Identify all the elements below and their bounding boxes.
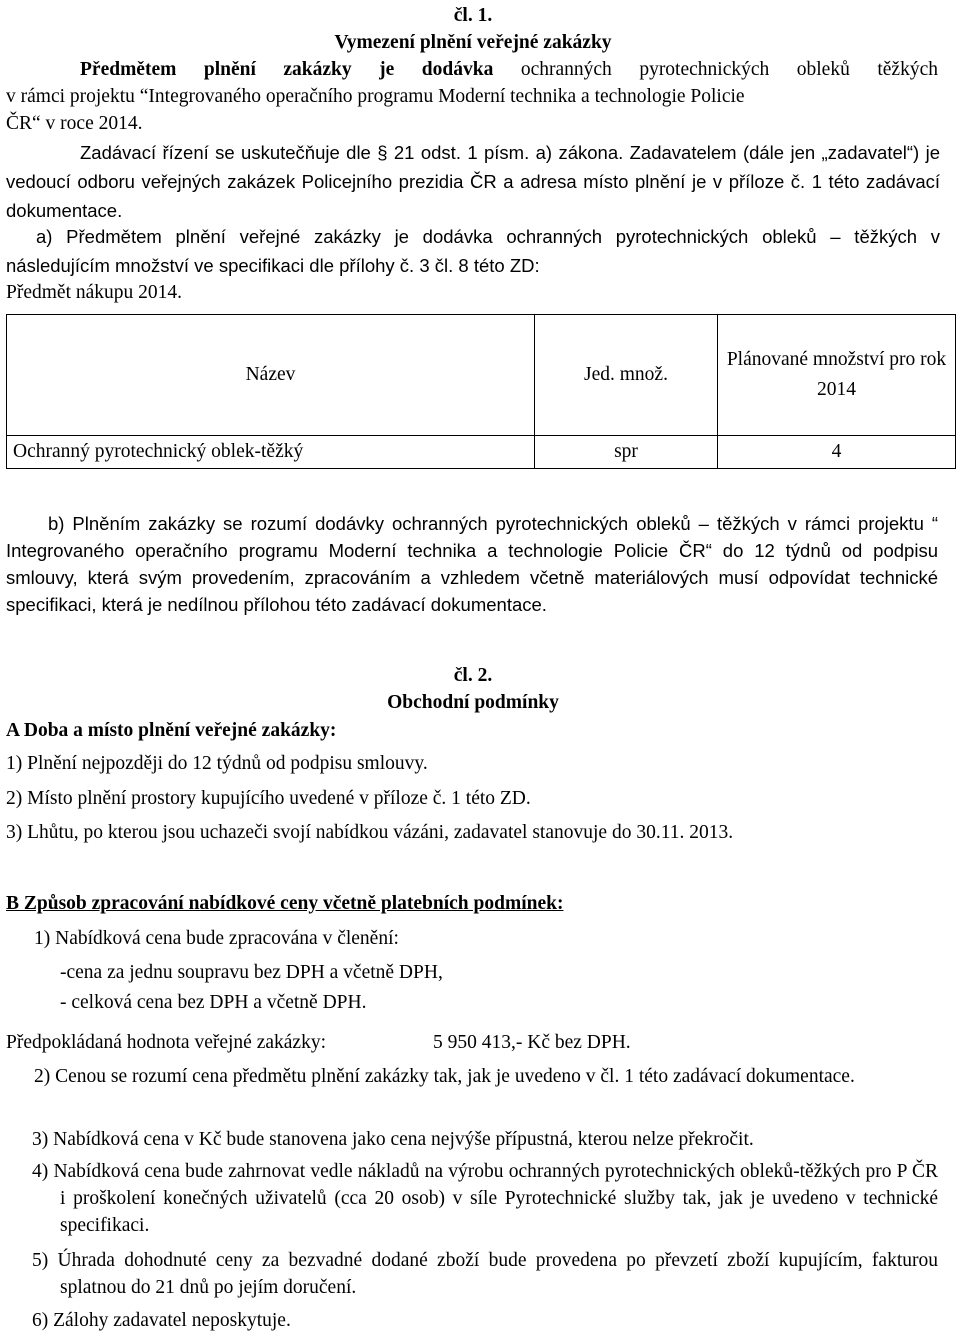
- section-b-heading: B Způsob zpracování nabídkové ceny včetně platebních podmínek:: [6, 893, 564, 914]
- article-2-title: Obchodní podmínky: [387, 692, 559, 713]
- estimated-value-label: Předpokládaná hodnota veřejné zakázky:: [6, 1032, 326, 1053]
- section-b-item-2: 2) Cenou se rozumí cena předmětu plnění zakázky tak, jak je uvedeno v čl. 1 této zadávací dokumentace.: [34, 1066, 855, 1087]
- section-b-item-1-sub-2: - celková cena bez DPH a včetně DPH.: [60, 992, 367, 1013]
- cell-item-name: Ochranný pyrotechnický oblek-těžký: [7, 436, 535, 469]
- item-a-tail: Předmět nákupu 2014.: [6, 282, 183, 303]
- table-header-row: [7, 315, 956, 436]
- item-a-paragraph: a) Předmětem plnění veřejné zakázky je dodávka ochranných pyrotechnických obleků – těžkých v následujícím množství ve specifikaci dle přílohy č. 3 čl. 8 této ZD:: [6, 226, 940, 276]
- section-a-item-2: 2) Místo plnění prostory kupujícího uvedené v příloze č. 1 této ZD.: [6, 788, 531, 809]
- intro-line-3: ČR“ v roce 2014.: [6, 113, 143, 134]
- section-b-item-6: 6) Zálohy zadavatel neposkytuje.: [32, 1310, 291, 1331]
- estimated-value-amount: 5 950 413,- Kč bez DPH.: [433, 1032, 631, 1053]
- item-b-paragraph: [6, 510, 938, 618]
- items-table: [6, 314, 956, 469]
- article-2-number: čl. 2.: [453, 665, 493, 686]
- table-row: [7, 436, 956, 469]
- intro-line-2: v rámci projektu “Integrovaného operačního programu Moderní technika a technologie Policie: [6, 86, 745, 107]
- section-b-item-4: 4) Nabídková cena bude zahrnovat vedle nákladů na výrobu ochranných pyrotechnických obleků-těžkých pro P ČR i proškolení konečných uživatelů (cca 20 osob) v síle Pyrotechnické služby tak, jak je uvedeno v technické specifikaci.: [32, 1161, 938, 1236]
- procedure-paragraph: Zadávací řízení se uskutečňuje dle § 21 odst. 1 písm. a) zákona. Zadavatelem (dále jen „zadavatel“) je vedoucí odboru veřejných zakázek Policejního prezidia ČR a adresa místo plnění je v příloze č. 1 této zadávací dokumentace.: [6, 142, 940, 221]
- intro-rest: ochranných pyrotechnických obleků těžkých: [493, 59, 938, 80]
- section-b-item-1: 1) Nabídková cena bude zpracována v členění:: [34, 928, 399, 949]
- section-b-item-5: 5) Úhrada dohodnuté ceny za bezvadné dodané zboží bude provedena po převzetí zboží kupujícím, fakturou splatnou do 21 dnů po jejím doručení.: [32, 1250, 938, 1298]
- section-b-item-1-sub-1: -cena za jednu soupravu bez DPH a včetně DPH,: [60, 962, 443, 983]
- intro-line-1: [6, 56, 938, 83]
- section-b-item-3: 3) Nabídková cena v Kč bude stanovena jako cena nejvýše přípustná, kterou nelze překročit.: [32, 1129, 754, 1150]
- header-planned: Plánované množství pro rok 2014: [718, 315, 956, 436]
- header-unit-label: Jed. množ.: [584, 364, 668, 385]
- cell-unit: spr: [535, 436, 718, 469]
- section-a-item-1: 1) Plnění nejpozději do 12 týdnů od podpisu smlouvy.: [6, 753, 428, 774]
- cell-quantity: 4: [718, 436, 956, 469]
- header-name: Název: [7, 315, 535, 436]
- section-a-item-3: 3) Lhůtu, po kterou jsou uchazeči svojí nabídkou vázáni, zadavatel stanovuje do 30.11. 2013.: [6, 822, 734, 843]
- item-b-text: b) Plněním zakázky se rozumí dodávky ochranných pyrotechnických obleků – těžkých v rámci projektu “ Integrovaného operačního programu Moderní technika a technologie Policie ČR“ do 12 týdnů od podpisu smlouvy, která svým provedením, zpracováním a vzhledem včetně materiálových musí odpovídat technické specifikaci, která je nedílnou přílohou této zadávací dokumentace.: [6, 513, 938, 615]
- intro-bold: Předmětem plnění zakázky je dodávka: [80, 59, 494, 80]
- section-a-heading: A Doba a místo plnění veřejné zakázky:: [6, 720, 337, 741]
- header-unit: [535, 315, 718, 436]
- article-1-number: čl. 1.: [453, 5, 493, 26]
- article-1-title: Vymezení plnění veřejné zakázky: [334, 32, 612, 53]
- estimated-value-row: [6, 1029, 940, 1056]
